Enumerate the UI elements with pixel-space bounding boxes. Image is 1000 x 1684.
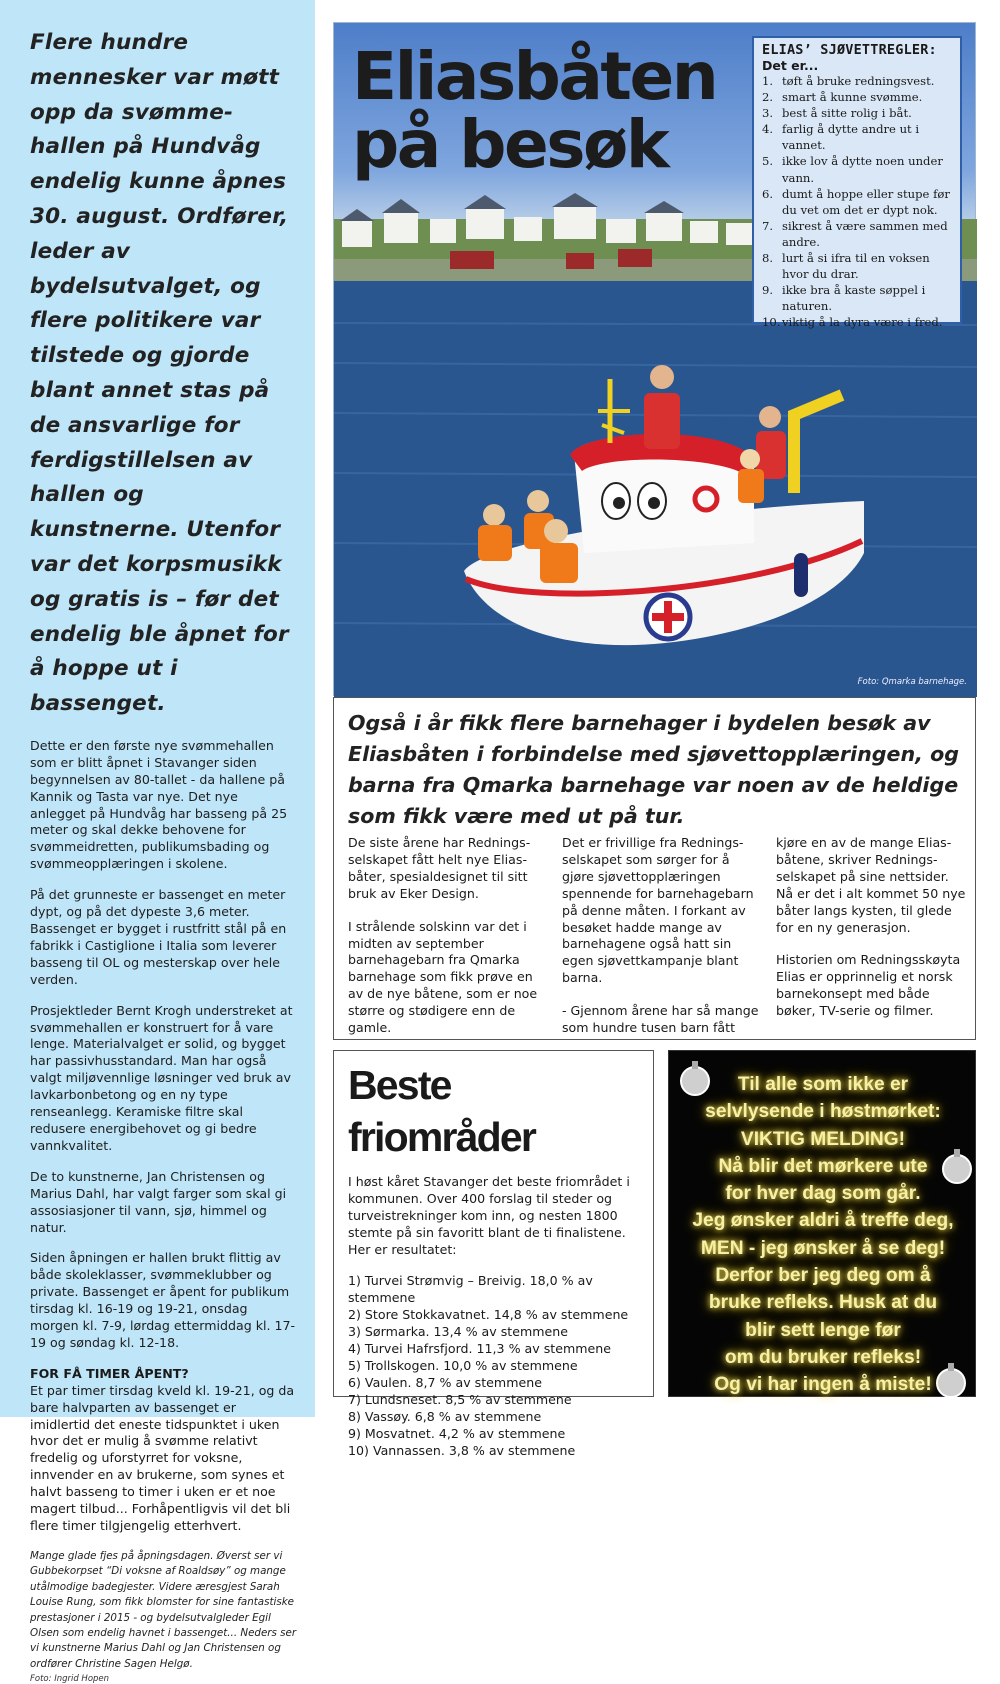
fri-result-item: 9) Mosvatnet. 4,2 % av stemmene (348, 1426, 566, 1441)
left-subheading-body: Et par timer tirsdag kveld kl. 19-21, og da bare halvparten av bassenget er imidlertid det eneste tidspunktet i uken hvor det er mulig å svømme relativt fredelig og uforstyrret for voksne, innvender en av brukerne, som synes et halvt basseng to timer i uken er et noe magert tilbud... Forhåpentligvis vil det bli flere timer tilgjengelig etterhvert. (30, 1382, 295, 1533)
rules-intro: Det er... (762, 58, 819, 73)
rule-number: 10. (762, 315, 781, 330)
fri-result-item: 3) Sørmarka. 13,4 % av stemmene (348, 1324, 568, 1339)
left-paragraph: På det grunneste er bassenget en meter dypt, og på det dypeste 3,6 meter. Bassenget er bygget i rustfritt stål på en fabrikk i Castiglione i Italia som leverer basseng til OL og mesterskap over hele verden. (30, 887, 287, 987)
left-photo-caption: Mange glade fjes på åpningsdagen. Øverst ser vi Gubbekorpset “Di voksne af Roaldsøy” og mange utålmodige badegjester. Videre æresgjest Sarah Louise Rung, som fikk blomster for sine fantastiske prestasjoner i 2015 - og bydelsutvalgleder Egil Olsen som endelig havnet i bassenget... Neders ser vi kunstnerne Marius Dahl og Jan Christensen og ordfører Christine Sagen Helgø. (30, 1549, 297, 1670)
fri-result-item: 4) Turvei Hafrsfjord. 11,3 % av stemmene (348, 1341, 611, 1356)
refleks-line: om du bruker refleks! (724, 1346, 922, 1368)
rule-number: 2. (762, 90, 774, 105)
sjovett-rules-box (752, 36, 962, 330)
rule-number: 3. (762, 106, 774, 121)
hero-title-line: på besøk (352, 106, 668, 183)
rule-item (762, 89, 952, 105)
refleks-line: selvlysende i høstmørket: (705, 1101, 941, 1123)
rule-text: sikrest å være sammen med andre. (782, 218, 948, 249)
fri-result-item: 6) Vaulen. 8,7 % av stemmene (348, 1375, 542, 1390)
rule-item (762, 121, 952, 153)
story-paragraph: - Gjennom årene har så mange som hundre tusen barn fått (562, 1003, 759, 1036)
story-paragraph: Historien om Redningsskøyta Elias er opprinnelig et norsk barnekonsept med både bøker, TV-serie og filmer. (776, 952, 961, 1019)
rule-number: 5. (762, 154, 774, 169)
story-paragraph: De siste årene har Redningsselskapet fått helt nye Eliasbåter, spesialdesignet til sitt bruk av Eker Design. (348, 835, 531, 901)
rule-item (762, 250, 952, 282)
rules-title: ELIAS’ SJØVETTREGLER: (762, 42, 937, 58)
refleks-line: Nå blir det mørkere ute (718, 1155, 928, 1177)
rule-text: ikke lov å dytte noen under vann. (782, 154, 943, 185)
fri-result-item: 7) Lundsneset. 8,5 % av stemmene (348, 1392, 572, 1407)
left-paragraph: Siden åpningen er hallen brukt flittig av både skoleklasser, svømmeklubber og private. Bassenget er åpent for publikum tirsdag kl. 16-19 og 19-21, onsdag morgen kl. 7-9, lørdag ettermiddag kl. 17-19 og søndag kl. 12-18. (30, 1250, 296, 1350)
left-column (0, 0, 315, 1684)
story-paragraph: Det er frivillige fra Redningsselskapet som sørger for å gjøre sjøvettopplæringen spennende for barnehagebarn på denne måten. I forkant av besøket hadde mange av barnehagene også hatt sin egen sjøvettkampanje blant barna. (562, 835, 754, 986)
left-photo-credit: Foto: Ingrid Hopen (30, 1674, 110, 1684)
refleks-box (668, 1050, 976, 1397)
hero-photo-credit: Foto: Qmarka barnehage. (857, 677, 967, 687)
rule-text: farlig å dytte andre ut i vannet. (782, 122, 920, 153)
rule-text: viktig å la dyra være i fred. (782, 315, 943, 330)
left-lead-text: Flere hundre mennesker var møtt opp da svømmehallen på Hundvåg endelig kunne åpnes 30. august. Ordfører, leder av bydelsutvalget, og flere politikere var tilstede og gjorde blant annet stas på de ansvarlige for ferdigstillelsen av hallen og kunstnerne. Utenfor var det korpsmusikk og gratis is – før det endelig ble åpnet for å hoppe ut i bassenget. (30, 30, 289, 717)
left-body (30, 738, 297, 1352)
refleks-line: VIKTIG MELDING! (740, 1128, 906, 1150)
left-subheading: FOR FÅ TIMER ÅPENT? (30, 1365, 189, 1381)
refleks-line: blir sett lenge før (745, 1319, 901, 1341)
left-paragraph: Dette er den første nye svømmehallen som er blitt åpnet i Stavanger siden begynnelsen av 80-tallet - da hallene på Kannik og Tasta var nye. Det nye anlegget på Hundvåg har basseng på 25 meter og skal dekke behovene for svømmeidretten, publikumsbading og svømmeopplæringen i skolene. (30, 737, 288, 872)
refleks-line: for hver dag som går. (725, 1183, 921, 1205)
story-column-3 (776, 835, 966, 1020)
rule-item (762, 186, 952, 218)
fri-results-list (348, 1272, 639, 1459)
story-column-2 (562, 835, 762, 1037)
rule-text: lurt å si ifra til en voksen hvor du drar. (782, 251, 930, 282)
rule-text: best å sitte rolig i båt. (782, 106, 912, 121)
hero-title-line: Eliasbåten (352, 38, 717, 115)
rule-text: smart å kunne svømme. (782, 90, 923, 105)
fri-result-item: 8) Vassøy. 6,8 % av stemmene (348, 1409, 542, 1424)
rule-item (762, 153, 952, 185)
rule-text: dumt å hoppe eller stupe før du vet om det er dypt nok. (782, 186, 950, 217)
refleks-line: bruke refleks. Husk at du (708, 1292, 938, 1314)
rule-number: 1. (762, 74, 774, 88)
refleks-line: MEN - jeg ønsker å se deg! (700, 1237, 946, 1259)
rule-item (762, 105, 952, 121)
fri-title: Beste friområder (348, 1062, 536, 1160)
rule-number: 4. (762, 122, 774, 137)
rule-number: 8. (762, 251, 774, 266)
fri-result-item: 5) Trollskogen. 10,0 % av stemmene (348, 1358, 578, 1373)
eliasbat-story (333, 697, 976, 1040)
fri-result-item: 1) Turvei Strømvig – Breivig. 18,0 % av stemmene (348, 1273, 593, 1305)
rule-number: 6. (762, 186, 774, 201)
fri-intro: I høst kåret Stavanger det beste friområdet i kommunen. Over 400 forslag til steder og turveistrekninger kom inn, og nesten 1800 stemte på sin favoritt blant de ti finalistene. Her er resultatet: (348, 1174, 630, 1257)
rule-item (762, 218, 952, 250)
beste-friomrader-box (333, 1050, 654, 1458)
story-paragraph: I strålende solskinn var det i midten av september barnehagebarn fra Qmarka barnehage som fikk prøve en av de nye båtene, som er noe større og stødigere enn de gamle. (348, 918, 538, 1036)
rule-item (762, 282, 952, 314)
story-column-1 (348, 835, 548, 1037)
hero-title (352, 38, 772, 183)
rule-item (762, 314, 952, 330)
rule-item (762, 73, 952, 89)
refleks-line: Til alle som ikke er (737, 1074, 909, 1095)
story-lead: Også i år fikk flere barnehager i bydelen besøk av Eliasbåten i forbindelse med sjøvettopplæringen, og barna fra Qmarka barnehage var noen av de heldige som fikk være med ut på tur. (348, 711, 960, 828)
fri-result-item: 2) Store Stokkavatnet. 14,8 % av stemmene (348, 1307, 629, 1322)
refleks-message (669, 1071, 977, 1399)
left-paragraph: De to kunstnerne, Jan Christensen og Marius Dahl, har valgt farger som skal gi assosiasjoner til vann, sjø, himmel og natur. (30, 1168, 287, 1235)
refleks-line: Derfor ber jeg deg om å (715, 1265, 931, 1287)
rule-text: tøft å bruke redningsvest. (782, 74, 935, 88)
story-paragraph: kjøre en av de mange Eliasbåtene, skriver Redningsselskapet på sine nettsider. Nå er det i alt kommet 50 nye båter langs kysten, til glede for en ny generasjon. (776, 835, 966, 935)
rule-text: ikke bra å kaste søppel i naturen. (782, 283, 926, 314)
rule-number: 9. (762, 283, 774, 298)
rules-list (762, 73, 952, 331)
rule-number: 7. (762, 218, 774, 233)
left-paragraph: Prosjektleder Bernt Krogh understreket at svømmehallen er konstruert for å vare lenge. Materialvalget er solid, og bygget har passivhusstandard. Man har også valgt miljøvennlige løsninger ved bruk av lavkarbonbetong og en ny type renseanlegg. Keramiske filtre skal redusere energibehovet og gi bedre vannkvalitet. (30, 1002, 293, 1153)
fri-result-item: 10) Vannassen. 3,8 % av stemmene (348, 1443, 576, 1458)
refleks-line: Og vi har ingen å miste! (714, 1374, 932, 1396)
refleks-line: Jeg ønsker aldri å treffe deg, (692, 1210, 954, 1232)
